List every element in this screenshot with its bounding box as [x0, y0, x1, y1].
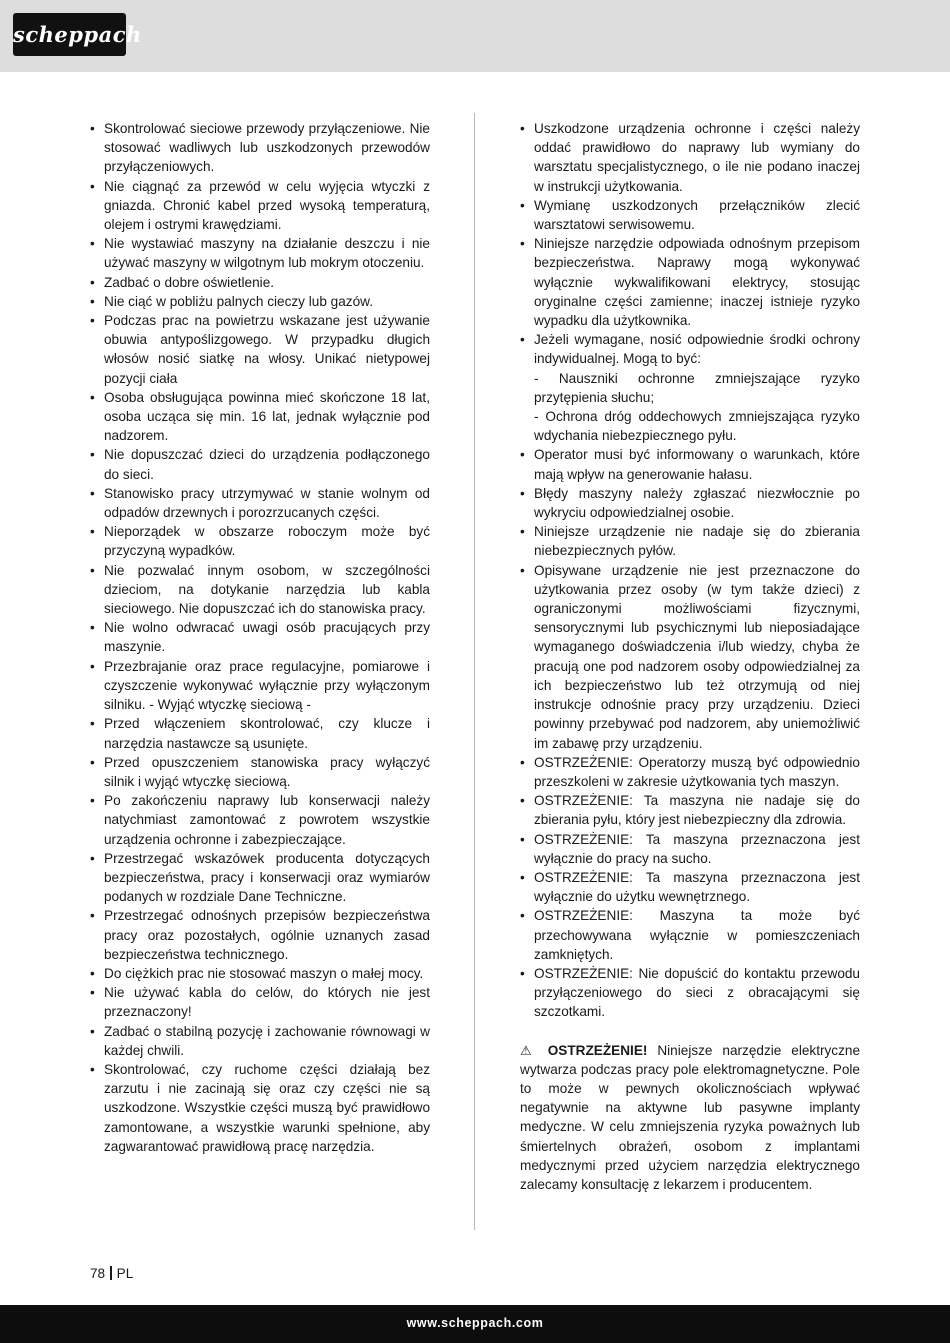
list-item: • Zadbać o stabilną pozycję i zachowanie równowagi w każdej chwili.	[90, 1022, 430, 1060]
list-item: • Nie wystawiać maszyny na działanie deszczu i nie używać maszyny w wilgotnym lub mokrym otoczeniu.	[90, 234, 430, 272]
list-item: • Wymianę uszkodzonych przełączników zlecić warsztatowi serwisowemu.	[520, 196, 860, 234]
list-item: • Osoba obsługująca powinna mieć skończone 18 lat, osoba ucząca się min. 16 lat, jednak wyłącznie pod nadzorem.	[90, 388, 430, 446]
list-item: • Nie używać kabla do celów, do których nie jest przeznaczony!	[90, 983, 430, 1021]
list-item: • Operator musi być informowany o warunkach, które mają wpływ na generowanie hałasu.	[520, 445, 860, 483]
list-item: • OSTRZEŻENIE: Nie dopuścić do kontaktu przewodu przyłączeniowego do sieci z obracającymi się szczotkami.	[520, 964, 860, 1022]
list-item: • OSTRZEŻENIE: Ta maszyna przeznaczona jest wyłącznie do użytku wewnętrznego.	[520, 868, 860, 906]
list-item: • OSTRZEŻENIE: Ta maszyna nie nadaje się do zbierania pyłu, który jest niebezpieczny dla zdrowia.	[520, 791, 860, 829]
list-item: • Podczas prac na powietrzu wskazane jest używanie obuwia antypoślizgowego. W przypadku długich włosów nosić siatkę na włosy. Unikać nietypowej pozycji ciała	[90, 311, 430, 388]
emf-warning	[520, 1041, 860, 1195]
ppe-intro: Jeżeli wymagane, nosić odpowiednie środki ochrony indywidualnej. Mogą to być:	[534, 332, 860, 367]
list-item: • Skontrolować sieciowe przewody przyłączeniowe. Nie stosować wadliwych lub uszkodzonych przewodów przyłączeniowych.	[90, 119, 430, 177]
list-item: • Nie ciąć w pobliżu palnych cieczy lub gazów.	[90, 292, 430, 311]
list-item: • Przezbrajanie oraz prace regulacyjne, pomiarowe i czyszczenie wykonywać wyłącznie przy wyłączonym silniku. - Wyjąć wtyczkę sieciową -	[90, 657, 430, 715]
ppe-subitem-hearing: - Nauszniki ochronne zmniejszające ryzyko przytępienia słuchu;	[534, 370, 860, 405]
list-item: • Nie pozwalać innym osobom, w szczególności dzieciom, na dotykanie narzędzia lub kabla sieciowego. Nie dopuszczać ich do stanowiska pracy.	[90, 561, 430, 619]
list-item: • Po zakończeniu naprawy lub konserwacji należy natychmiast zamontować z powrotem wszystkie urządzenia ochronne i zabezpieczające.	[90, 791, 430, 849]
page-number	[90, 1266, 133, 1281]
list-item: • Opisywane urządzenie nie jest przeznaczone do użytkowania przez osoby (w tym także dzieci) z ograniczonymi możliwościami fizycznymi, sensorycznymi lub psychicznymi lub nieposiadające wymaganego doświadczenia i/lub wiedzy, chyba że pracują one pod nadzorem osoby odpowiedzialnej za ich bezpieczeństwo lub też otrzymują od niej instrukcje odnośnie pracy przy urządzeniu. Dzieci powinny przebywać pod nadzorem, aby uniemożliwić im zabawę przy urządzeniu.	[520, 561, 860, 753]
left-safety-list	[90, 119, 430, 1156]
left-column	[90, 119, 430, 1156]
list-item: • Błędy maszyny należy zgłaszać niezwłocznie po wykryciu odpowiedzialnej osobie.	[520, 484, 860, 522]
list-item: • Do ciężkich prac nie stosować maszyn o małej mocy.	[90, 964, 430, 983]
list-item: • Przestrzegać odnośnych przepisów bezpieczeństwa pracy oraz pozostałych, ogólnie uznanych zasad bezpieczeństwa technicznego.	[90, 906, 430, 964]
warning-triangle-icon: ⚠	[520, 1042, 538, 1058]
list-item: • OSTRZEŻENIE: Maszyna ta może być przechowywana wyłącznie w pomieszczeniach zamkniętych.	[520, 906, 860, 964]
list-item: • Nie wolno odwracać uwagi osób pracujących przy maszynie.	[90, 618, 430, 656]
list-item: • Nie ciągnąć za przewód w celu wyjęcia wtyczki z gniazda. Chronić kabel przed wysoką temperaturą, olejem i ostrymi krawędziami.	[90, 177, 430, 235]
list-item: • Przed włączeniem skontrolować, czy klucze i narzędzia nastawcze są usunięte.	[90, 714, 430, 752]
column-divider	[474, 113, 475, 1230]
warning-label: OSTRZEŻENIE!	[547, 1042, 648, 1058]
ppe-subitem-respiratory: - Ochrona dróg oddechowych zmniejszająca ryzyko wdychania niebezpiecznego pyłu.	[534, 409, 860, 444]
list-item-ppe	[520, 330, 860, 445]
list-item: • Nieporządek w obszarze roboczym może być przyczyną wypadków.	[90, 522, 430, 560]
list-item: • OSTRZEŻENIE: Operatorzy muszą być odpowiednio przeszkoleni w zakresie użytkowania tych maszyn.	[520, 753, 860, 791]
right-safety-list	[520, 119, 860, 1022]
list-item: • Przestrzegać wskazówek producenta dotyczących bezpieczeństwa, pracy i konserwacji oraz wymiarów podanych w rozdziale Dane Techniczne.	[90, 849, 430, 907]
page-separator	[110, 1266, 112, 1280]
list-item: • Nie dopuszczać dzieci do urządzenia podłączonego do sieci.	[90, 445, 430, 483]
list-item: • Uszkodzone urządzenia ochronne i części należy oddać prawidłowo do naprawy lub wymiany do warsztatu specjalistycznego, o ile nie podano inaczej w instrukcji użytkowania.	[520, 119, 860, 196]
list-item: • Skontrolować, czy ruchome części działają bez zarzutu i nie zacinają się oraz czy części nie są uszkodzone. Wszystkie części muszą być prawidłowo zamontowane, a wszystkie warunki spełnione, aby zagwarantować prawidłową pracę narzędzia.	[90, 1060, 430, 1156]
footer-website-link[interactable]: www.scheppach.com	[406, 1316, 544, 1330]
list-item: • Stanowisko pracy utrzymywać w stanie wolnym od odpadów drzewnych i porozrzucanych części.	[90, 484, 430, 522]
warning-text: Niniejsze narzędzie elektryczne wytwarza podczas pracy pole elektromagnetyczne. Pole to może w pewnych okolicznościach wpływać negatywnie na aktywne lub pasywne implanty medyczne. W celu zmniejszenia ryzyka poważnych lub śmiertelnych obrażeń, osobom z implantami medycznymi przed użyciem narzędzia elektrycznego zalecamy konsultację z lekarzem i producentem.	[520, 1042, 861, 1192]
list-item: • Niniejsze urządzenie nie nadaje się do zbierania niebezpiecznych pyłów.	[520, 522, 860, 560]
list-item: • Niniejsze narzędzie odpowiada odnośnym przepisom bezpieczeństwa. Naprawy mogą wykonywać wyłącznie wykwalifikowani elektrycy, stosując oryginalne części zamienne; inaczej istnieje ryzyko wypadku dla użytkownika.	[520, 234, 860, 330]
list-item: • Przed opuszczeniem stanowiska pracy wyłączyć silnik i wyjąć wtyczkę sieciową.	[90, 753, 430, 791]
list-item: • OSTRZEŻENIE: Ta maszyna przeznaczona jest wyłącznie do pracy na sucho.	[520, 830, 860, 868]
right-column	[520, 119, 860, 1194]
scheppach-logo: scheppach	[13, 13, 126, 56]
list-item: • Zadbać o dobre oświetlenie.	[90, 273, 430, 292]
header-band	[0, 0, 950, 72]
page-number-value: 78	[90, 1266, 106, 1281]
page-language: PL	[116, 1266, 134, 1281]
footer-band	[0, 1305, 950, 1343]
